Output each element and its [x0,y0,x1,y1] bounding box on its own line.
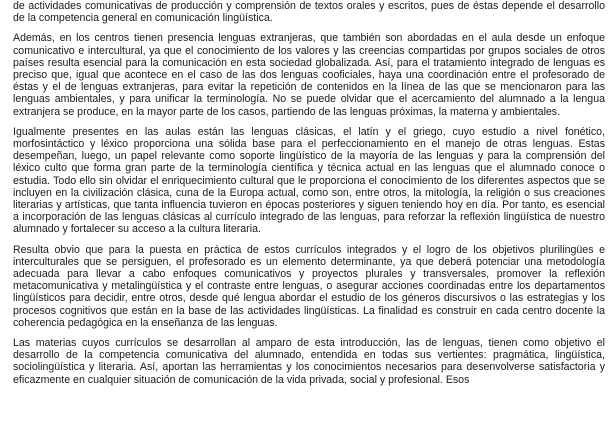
paragraph-5: Las materias cuyos currículos se desarrollan al amparo de esta introducción, las de lenguas, tienen como objetivo el desarrollo de la competencia comunicativa del alumnado, entendida en todas sus vertientes: pragmática, lingüística, sociolingüística y literaria. Así, aportan las herramientas y los conocimientos necesarios para desenvolverse satisfactoria y eficazmente en cualquier situación de comunicación de la vida privada, social y profesional. Esos [13,337,605,386]
paragraph-2: Además, en los centros tienen presencia lenguas extranjeras, que también son abordadas en el aula desde un enfoque comunicativo e intercultural, ya que el conocimiento de los valores y las creencias compartidas por grupos sociales de otros países resulta esencial para la comunicación en esta sociedad globalizada. Así, para el tratamiento integrado de lenguas es preciso que, igual que acontece en el caso de las dos lenguas cooficiales, haya una coordinación entre el profesorado de éstas y el de lenguas extranjeras, para evitar la repetición de contenidos en la línea de las que se mencionaron para las lenguas ambientales, y para unificar la terminología. No se puede olvidar que el acercamiento del alumnado a la lengua extranjera se produce, en la mayor parte de los casos, partiendo de las lenguas próximas, la materna y ambientales. [13,32,605,118]
document-page [13,0,605,394]
paragraph-1: de actividades comunicativas de producción y comprensión de textos orales y escritos, pues de éstas depende el desarrollo de la competencia general en comunicación lingüística. [13,0,605,25]
paragraph-4: Resulta obvio que para la puesta en práctica de estos currículos integrados y el logro de los objetivos plurilingües e interculturales que se persiguen, el profesorado es un elemento determinante, ya que deberá potenciar una metodología adecuada para llevar a cabo enfoques comunicativos y proyectos plurales y transversales, promover la reflexión metacomunicativa y metalingüística y el contraste entre lenguas, o asegurar acciones coordinadas entre los departamentos lingüísticos para decidir, entre otros, desde qué lengua abordar el estudio de los géneros discursivos o las estrategias y los procesos cognitivos que están en la base de las actividades lingüísticas. La finalidad es construir en cada centro docente la coherencia pedagógica en la enseñanza de las lenguas. [13,243,605,329]
paragraph-3: Igualmente presentes en las aulas están las lenguas clásicas, el latín y el griego, cuyo estudio a nivel fonético, morfosintáctico y léxico proporciona una sólida base para el perfeccionamiento en el manejo de otras lenguas. Estas desempeñan, luego, un papel relevante como soporte lingüístico de la mayoría de las lenguas y para la comprensión del léxico culto que forma gran parte de la terminología científica y técnica actual en las lenguas que el alumnado conoce o estudia. Todo ello sin olvidar el enriquecimiento cultural que le proporciona el conocimiento de los diferentes aspectos que se incluyen en la civilización clásica, cuna de la Europa actual, como son, entre otros, la mitología, la religión o sus creaciones literarias y artísticas, que tanta influencia tuvieron en épocas posteriores y siguen teniendo hoy en día. Por tanto, es esencial a incorporación de las lenguas clásicas al currículo integrado de las lenguas, para reforzar la reflexión lingüística de nuestro alumnado y fortalecer su acceso a la cultura literaria. [13,125,605,236]
